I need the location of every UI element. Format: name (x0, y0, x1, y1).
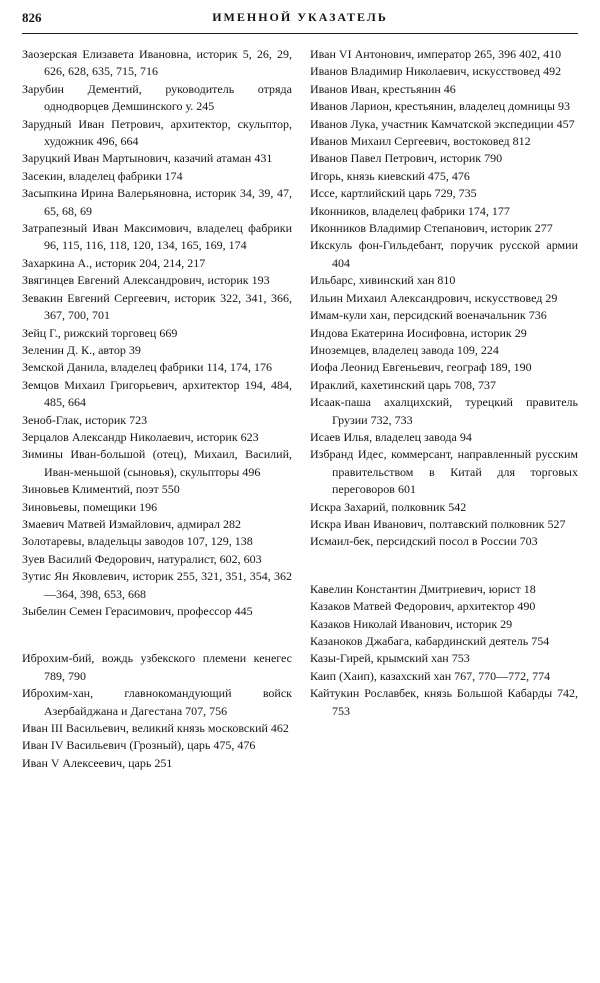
index-entry: Иван VI Антонович, император 265, 396 402, 410 (310, 47, 562, 61)
left-column (22, 46, 292, 772)
index-entry: Зейц Г., рижский торговец 669 (22, 325, 178, 340)
index-entry: Зарудный Иван Петрович, архитектор, скульптор, художник 496, 664 (22, 116, 292, 149)
index-entry: Иванов Владимир Николаевич, искусствовед 492 (310, 64, 562, 79)
index-entry: Зуев Василий Федорович, натуралист, 602, 603 (22, 551, 262, 566)
index-entry: Кавелин Константин Дмитриевич, юрист 18 (310, 581, 536, 596)
index-entry: Зиновьев Климентий, поэт 550 (22, 482, 180, 497)
index-entry: Зарубин Дементий, руководитель отряда однодворцев Демшинского у. 245 (22, 81, 292, 114)
index-entry: Иванов Михаил Сергеевич, востоковед 812 (310, 134, 531, 149)
index-entry: Икскуль фон-Гильдебант, поручик русской армии 404 (310, 238, 578, 270)
page-number: 826 (22, 10, 42, 25)
index-entry: Казаков Матвей Федорович, архитектор 490 (310, 599, 536, 614)
index-entry: Казаноков Джабага, кабардинский деятель 754 (310, 634, 550, 648)
index-entry: Казы-Гирей, крымский хан 753 (310, 651, 470, 666)
index-entry: Затрапезный Иван Максимович, владелец фабрики 96, 115, 116, 118, 120, 134, 165, 169, 174 (22, 221, 292, 253)
index-entry: Иванов Павел Петрович, историк 790 (310, 151, 503, 166)
index-entry: Золотаревы, владельцы заводов 107, 129, 138 (22, 534, 253, 549)
index-entry: Иван V Алексеевич, царь 251 (22, 755, 173, 770)
index-entry: Зиновьевы, помещики 196 (22, 499, 158, 514)
index-entry: Засекин, владелец фабрики 174 (22, 168, 183, 183)
index-entry: Зыбелин Семен Герасимович, профессор 445 (22, 604, 253, 618)
index-entry: Заозерская Елизавета Ивановна, историк 5, 26, 29, 626, 628, 635, 715, 716 (22, 47, 292, 79)
index-entry: Зевакин Евгений Сергеевич, историк 322, 341, 366, 367, 700, 701 (22, 290, 292, 323)
index-entry: Иконников, владелец фабрики 174, 177 (310, 203, 510, 218)
index-entry: Зеленин Д. К., автор 39 (22, 342, 141, 357)
index-entry: Исаев Илья, владелец завода 94 (310, 429, 472, 444)
index-entry: Иван III Васильевич, великий князь московский 462 (22, 721, 289, 736)
index-entry: Зеноб-Глак, историк 723 (22, 412, 148, 427)
index-entry: Иванов Иван, крестьянин 46 (310, 81, 456, 96)
header-rule (22, 33, 578, 34)
index-entry: Ильбарс, хивинский хан 810 (310, 273, 456, 288)
index-entry: Захаркина А., историк 204, 214, 217 (22, 255, 206, 270)
index-entry: Иофа Леонид Евгеньевич, географ 189, 190 (310, 360, 532, 375)
index-entry: Зутис Ян Яковлевич, историк 255, 321, 351, 354, 362—364, 398, 653, 668 (22, 569, 292, 601)
index-entry: Засыпкина Ирина Валерьяновна, историк 34, 39, 47, 65, 68, 69 (22, 186, 292, 218)
index-entry: Иброхим-хан, главнокомандующий войск Азербайджана и Дагестана 707, 756 (22, 686, 292, 718)
index-entry: Земцов Михаил Григорьевич, архитектор 194, 484, 485, 664 (22, 377, 292, 410)
letter-section-gap (310, 551, 578, 581)
index-entry: Иброхим-бий, вождь узбекского племени кенегес 789, 790 (22, 651, 292, 683)
index-entry: Иконников Владимир Степанович, историк 277 (310, 221, 553, 236)
index-entry: Иванов Лука, участник Камчатской экспедиции 457 (310, 116, 575, 131)
letter-section-gap (22, 620, 292, 650)
index-entry: Исмаил-бек, персидский посол в России 703 (310, 534, 538, 549)
index-entry: Змаевич Матвей Измайлович, адмирал 282 (22, 516, 242, 531)
index-entry: Земской Данила, владелец фабрики 114, 174, 176 (22, 360, 272, 375)
index-entry: Зимины Иван-большой (отец), Михаил, Василий, Иван-меньшой (сыновья), скульпторы 496 (22, 447, 292, 479)
index-entry: Игорь, князь киевский 475, 476 (310, 168, 470, 183)
index-entry: Звягинцев Евгений Александрович, историк 193 (22, 273, 270, 288)
index-entry: Иванов Ларион, крестьянин, владелец домницы 93 (310, 99, 570, 114)
index-entry: Казаков Николай Иванович, историк 29 (310, 616, 513, 631)
running-header (22, 8, 578, 30)
index-entry: Ираклий, кахетинский царь 708, 737 (310, 377, 496, 392)
index-entry: Иван IV Васильевич (Грозный), царь 475, 476 (22, 738, 256, 753)
index-entry: Ильин Михаил Александрович, искусствовед 29 (310, 290, 558, 305)
index-entry: Индова Екатерина Иосифовна, историк 29 (310, 325, 527, 340)
index-entry: Искра Захарий, полковник 542 (310, 499, 467, 514)
index-entry: Кайтукин Рославбек, князь Большой Кабарды 742, 753 (310, 686, 578, 718)
running-title: ИМЕННОЙ УКАЗАТЕЛЬ (212, 10, 388, 24)
index-entry: Зерцалов Александр Николаевич, историк 623 (22, 429, 259, 444)
index-entry: Исаак-паша ахалцихский, турецкий правитель Грузии 732, 733 (310, 395, 578, 427)
index-entry: Избранд Идес, коммерсант, направленный русским правительством в Китай для торговых переговоров 601 (310, 447, 578, 497)
index-entry: Иссе, картлийский царь 729, 735 (310, 186, 477, 201)
index-entry: Каип (Хаип), казахский хан 767, 770—772, 774 (310, 668, 551, 683)
right-column (310, 46, 578, 720)
index-entry: Иноземцев, владелец завода 109, 224 (310, 342, 499, 357)
index-entry: Имам-кули хан, персидский военачальник 736 (310, 308, 547, 323)
index-entry: Заруцкий Иван Мартынович, казачий атаман 431 (22, 151, 273, 166)
index-entry: Искра Иван Иванович, полтавский полковник 527 (310, 516, 566, 531)
